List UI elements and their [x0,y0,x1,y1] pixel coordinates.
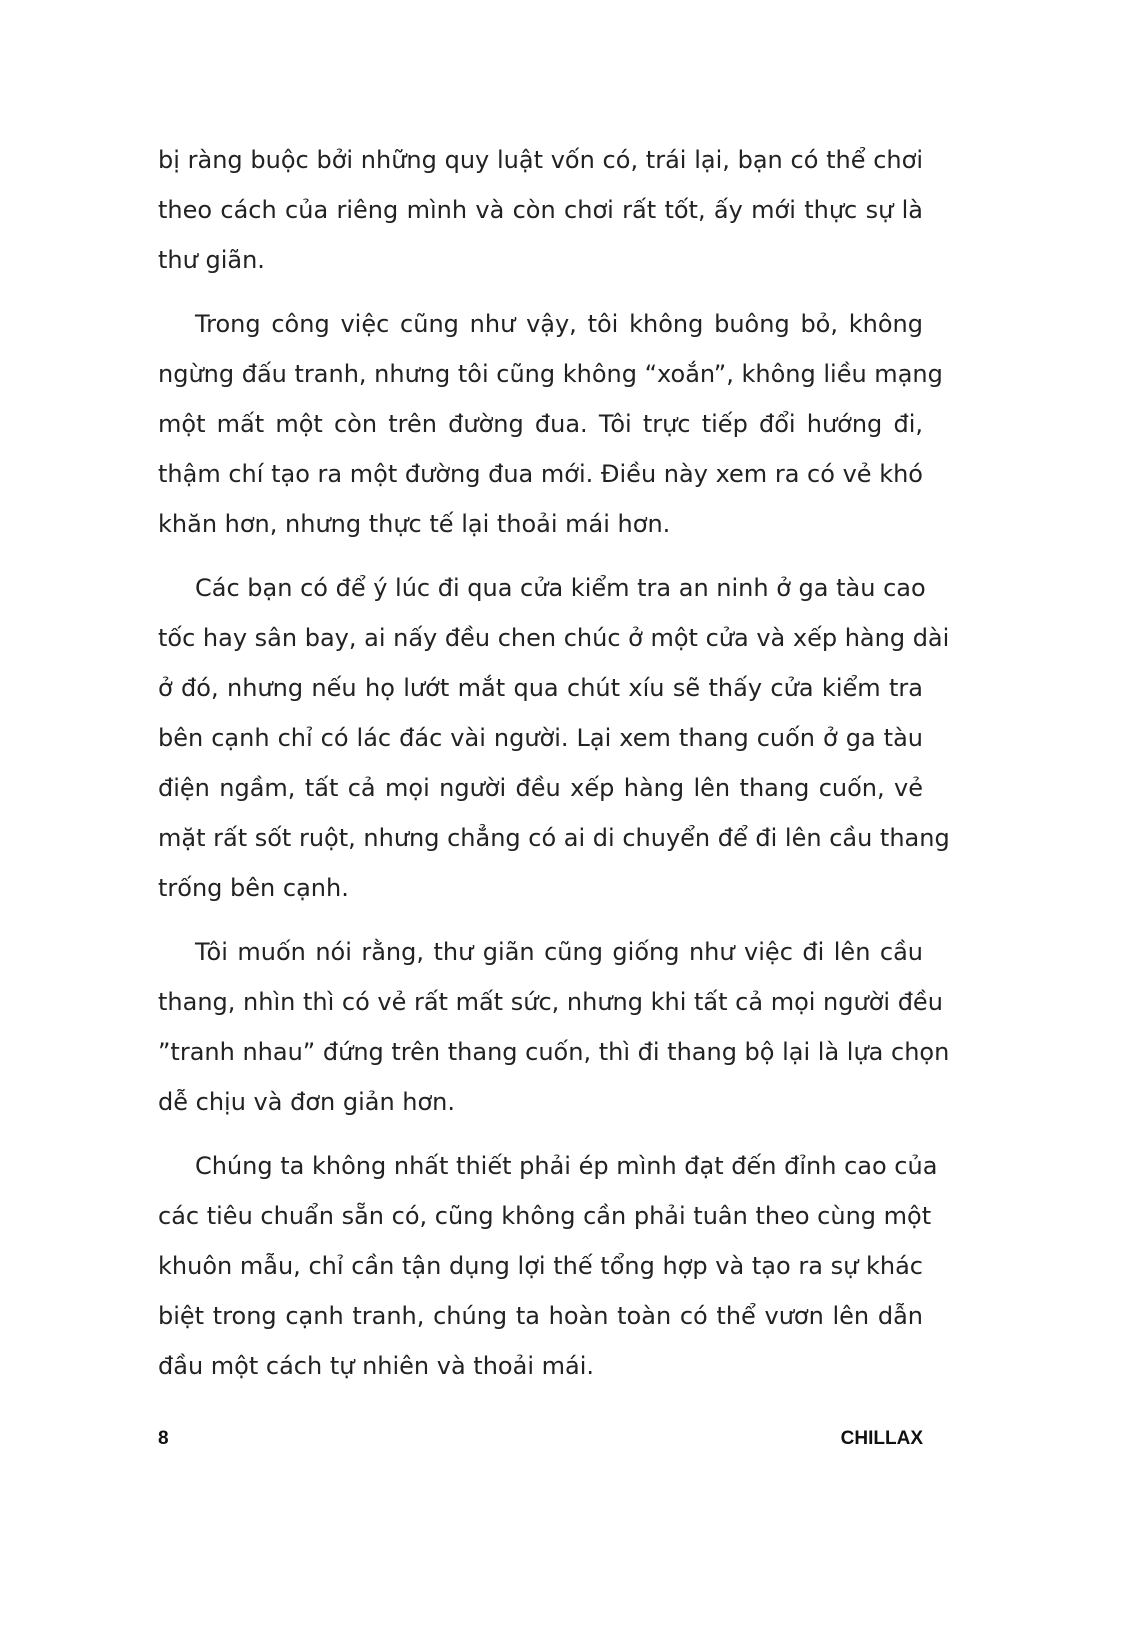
text-line: Các bạn có để ý lúc đi qua cửa kiểm tra an ninh ở ga tàu cao [195,574,926,602]
text-line: khăn hơn, nhưng thực tế lại thoải mái hơn. [158,510,671,538]
paragraph [158,135,923,285]
text-line: ”tranh nhau” đứng trên thang cuốn, thì đi thang bộ lại là lựa chọn [158,1038,950,1066]
text-line: thậm chí tạo ra một đường đua mới. Điều này xem ra có vẻ khó [158,460,923,488]
text-line: tốc hay sân bay, ai nấy đều chen chúc ở một cửa và xếp hàng dài [158,624,950,652]
text-line: đầu một cách tự nhiên và thoải mái. [158,1352,594,1380]
text-line: theo cách của riêng mình và còn chơi rất tốt, ấy mới thực sự là [158,196,923,224]
text-line: ngừng đấu tranh, nhưng tôi cũng không “xoắn”, không liều mạng [158,360,943,388]
paragraph [158,563,950,913]
page-number: 8 [158,1428,169,1449]
running-title: CHILLAX [840,1428,923,1449]
paragraph [158,299,943,549]
text-line: biệt trong cạnh tranh, chúng ta hoàn toàn có thể vươn lên dẫn [158,1302,923,1330]
text-line: các tiêu chuẩn sẵn có, cũng không cần phải tuân theo cùng một [158,1202,932,1230]
text-line: một mất một còn trên đường đua. Tôi trực tiếp đổi hướng đi, [158,410,923,438]
text-line: dễ chịu và đơn giản hơn. [158,1088,456,1116]
text-line: mặt rất sốt ruột, nhưng chẳng có ai di chuyển để đi lên cầu thang [158,824,950,852]
text-line: Trong công việc cũng như vậy, tôi không buông bỏ, không [195,310,923,338]
text-line: khuôn mẫu, chỉ cần tận dụng lợi thế tổng hợp và tạo ra sự khác [158,1252,923,1280]
text-line: Chúng ta không nhất thiết phải ép mình đạt đến đỉnh cao của [195,1152,938,1180]
text-line: ở đó, nhưng nếu họ lướt mắt qua chút xíu sẽ thấy cửa kiểm tra [158,674,923,702]
text-line: điện ngầm, tất cả mọi người đều xếp hàng lên thang cuốn, vẻ [158,774,923,802]
page-footer [158,1428,923,1450]
text-line: thư giãn. [158,246,265,274]
paragraph [158,927,950,1127]
paragraph [158,1141,938,1391]
text-line: trống bên cạnh. [158,874,349,902]
page-body [158,135,950,1405]
text-line: bên cạnh chỉ có lác đác vài người. Lại xem thang cuốn ở ga tàu [158,724,923,752]
text-line: bị ràng buộc bởi những quy luật vốn có, trái lại, bạn có thể chơi [158,146,923,174]
text-line: thang, nhìn thì có vẻ rất mất sức, nhưng khi tất cả mọi người đều [158,988,943,1016]
text-line: Tôi muốn nói rằng, thư giãn cũng giống như việc đi lên cầu [195,938,923,966]
